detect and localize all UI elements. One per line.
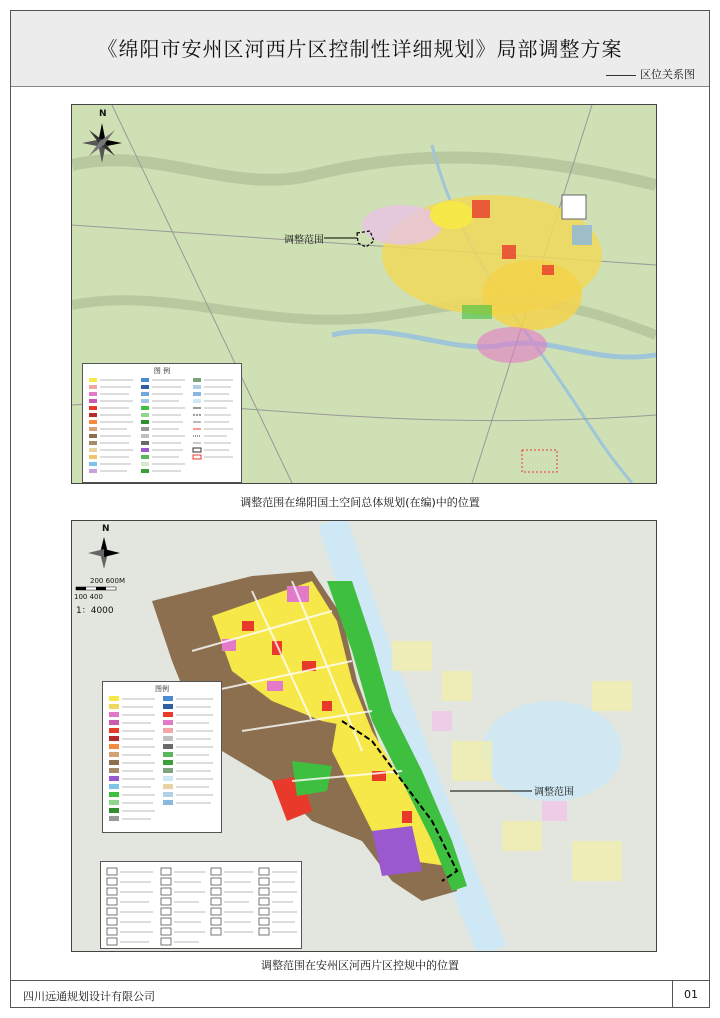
title-block xyxy=(11,11,709,87)
legend-swatches-2 xyxy=(103,682,221,832)
legend-3 xyxy=(100,861,302,949)
compass-north-label-1: N xyxy=(99,109,107,119)
compass-north-label-2: N xyxy=(102,524,110,534)
page-subtitle xyxy=(606,66,695,82)
legend-2 xyxy=(102,681,222,833)
legend-swatches-1 xyxy=(83,364,241,482)
page-number: 01 xyxy=(684,988,698,1001)
scale-bar-2 xyxy=(76,587,116,590)
legend-title-2: 图例 xyxy=(155,685,169,693)
page-title: 《绵阳市安州区河西片区控制性详细规划》局部调整方案 xyxy=(97,37,623,61)
adjustment-label-2: 调整范围 xyxy=(534,787,574,798)
company-name: 四川远通规划设计有限公司 xyxy=(23,990,155,1003)
page-number-box xyxy=(672,981,709,1008)
subtitle-dash xyxy=(606,75,636,76)
regional-map-caption: 调整范围在绵阳国土空间总体规划(在编)中的位置 xyxy=(240,496,480,509)
scale-top-label: 200 600M xyxy=(90,577,125,585)
scale-bottom-label: 100 400 xyxy=(74,593,103,601)
district-map-caption: 调整范围在安州区河西片区控规中的位置 xyxy=(261,959,459,972)
legend-symbols-3 xyxy=(101,862,301,948)
regional-map xyxy=(71,104,657,484)
subtitle-text: 区位关系图 xyxy=(640,68,695,81)
adjustment-label-1: 调整范围 xyxy=(284,235,324,246)
legend-title-1: 图 例 xyxy=(153,367,171,375)
legend-1 xyxy=(82,363,242,483)
district-map xyxy=(71,520,657,952)
scale-ratio-label: 1：4000 xyxy=(76,606,114,616)
footer xyxy=(11,980,709,1008)
